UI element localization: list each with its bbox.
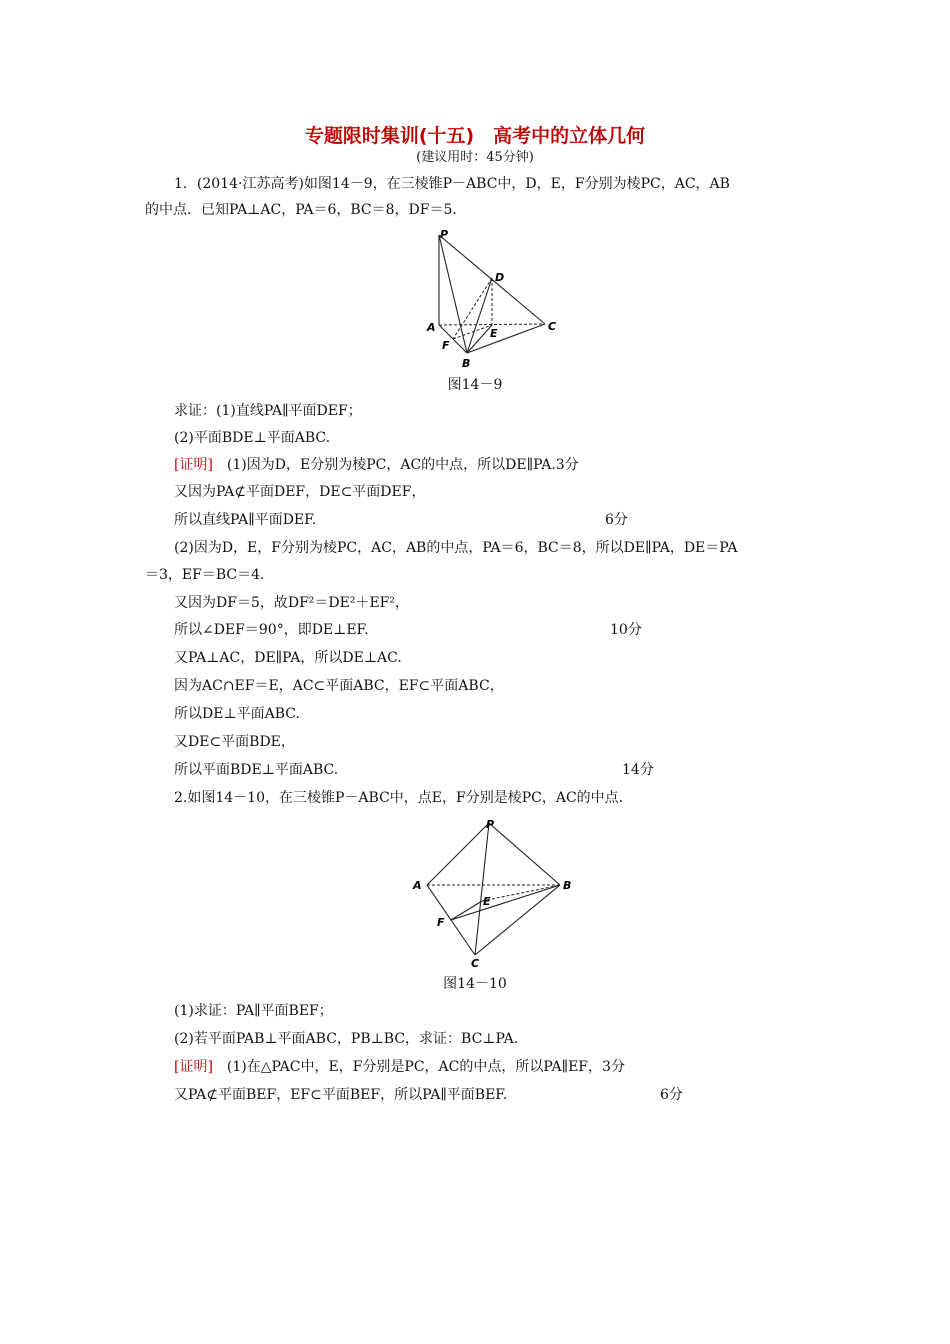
label-A: A — [413, 879, 422, 892]
problem1-proof4-line2: ＝3，EF＝BC＝4. — [145, 567, 265, 583]
problem1-ask2: (2)平面BDE⊥平面ABC. — [174, 430, 331, 446]
proof-text: (1)在△PAC中，E，F分别是PC，AC的中点，所以PA∥EF， — [212, 1059, 603, 1075]
score: 3分 — [555, 457, 579, 473]
problem2-stem: 2.如图14－10，在三棱锥P－ABC中，点E，F分别是棱PC，AC的中点． — [174, 790, 633, 806]
page-title: 专题限时集训(十五) 高考中的立体几何 — [304, 125, 646, 147]
problem1-ask1: 求证：(1)直线PA∥平面DEF； — [174, 403, 362, 419]
label-E: E — [483, 895, 491, 908]
label-C: C — [471, 957, 480, 970]
proof-text: (1)因为D，E分别为棱PC，AC的中点，所以DE∥PA. — [212, 457, 556, 473]
problem1-proof11: 所以平面BDE⊥平面ABC. — [174, 762, 339, 778]
label-C: C — [548, 320, 557, 333]
label-B: B — [462, 357, 471, 370]
caption-14-9: 图14－9 — [447, 377, 503, 393]
figure-14-9 — [420, 225, 570, 375]
suggested-time: (建议用时：45分钟) — [416, 150, 534, 165]
problem2-ask1: (1)求证：PA∥平面BEF； — [174, 1003, 333, 1019]
label-D: D — [495, 271, 505, 284]
problem2-proof1 — [174, 1057, 625, 1077]
proof-tag: [证明] — [174, 1059, 213, 1075]
score: 3分 — [602, 1059, 625, 1075]
problem2-ask2: (2)若平面PAB⊥平面ABC，PB⊥BC，求证：BC⊥PA. — [174, 1031, 519, 1047]
problem1-proof8: 因为AC∩EF＝E，AC⊂平面ABC，EF⊂平面ABC， — [174, 678, 504, 694]
figure-14-10 — [405, 815, 580, 970]
problem1-proof6: 所以∠DEF＝90°，即DE⊥EF. — [174, 622, 369, 638]
label-B: B — [563, 879, 572, 892]
problem1-stem-line1: 1．(2014·江苏高考)如图14－9，在三棱锥P－ABC中，D，E，F分别为棱PC，AC，AB — [174, 176, 730, 192]
problem1-proof3: 所以直线PA∥平面DEF. — [174, 512, 317, 528]
problem1-proof2: 又因为PA⊄平面DEF，DE⊂平面DEF， — [174, 484, 426, 500]
label-P: P — [440, 228, 449, 241]
label-E: E — [490, 327, 498, 340]
problem1-proof7: 又PA⊥AC，DE∥PA，所以DE⊥AC. — [174, 650, 402, 666]
problem1-proof4-line1: (2)因为D，E，F分别为棱PC，AC，AB的中点，PA＝6，BC＝8，所以DE∥PA，DE＝PA — [174, 540, 738, 556]
proof-tag: [证明] — [174, 457, 213, 473]
problem1-proof9: 所以DE⊥平面ABC. — [174, 706, 300, 722]
problem1-proof3-score: 6分 — [605, 512, 628, 528]
problem1-stem-line2: 的中点．已知PA⊥AC，PA＝6，BC＝8，DF＝5. — [145, 202, 457, 218]
problem1-proof5: 又因为DF＝5，故DF²＝DE²＋EF²， — [174, 595, 409, 611]
problem2-proof2: 又PA⊄平面BEF，EF⊂平面BEF，所以PA∥平面BEF. — [174, 1087, 508, 1103]
label-F: F — [437, 916, 445, 929]
problem1-proof11-score: 14分 — [622, 762, 654, 778]
problem1-proof10: 又DE⊂平面BDE， — [174, 734, 295, 750]
label-F: F — [442, 339, 450, 352]
problem1-proof1 — [174, 455, 579, 475]
label-A: A — [427, 321, 436, 334]
problem1-proof6-score: 10分 — [610, 622, 642, 638]
caption-14-10: 图14－10 — [443, 976, 507, 992]
problem2-proof2-score: 6分 — [660, 1087, 683, 1103]
label-P: P — [486, 818, 495, 831]
